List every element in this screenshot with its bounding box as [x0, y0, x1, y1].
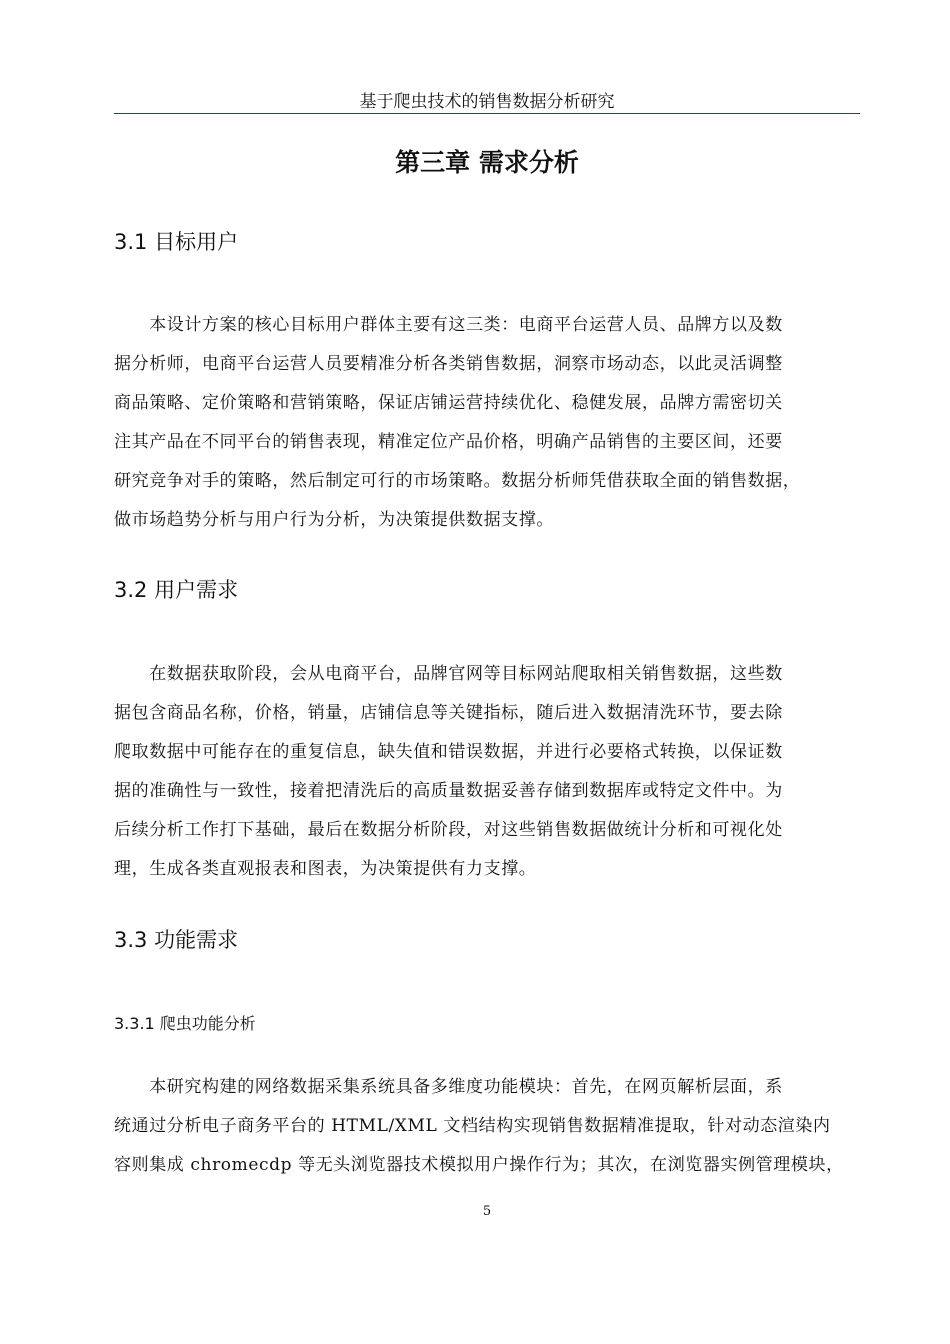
paragraph-3-3-1 [114, 1068, 864, 1185]
paragraph-line: 统通过分析电子商务平台的 HTML/XML 文档结构实现销售数据精准提取，针对动态渲染内 [114, 1116, 831, 1136]
paragraph-3-1 [114, 306, 864, 540]
paragraph-line: 容则集成 chromecdp 等无头浏览器技术模拟用户操作行为；其次，在浏览器实例管理模块， [114, 1155, 844, 1175]
paragraph-line: 爬取数据中可能存在的重复信息，缺失值和错误数据，并进行必要格式转换，以保证数 [114, 742, 783, 762]
paragraph-line: 本设计方案的核心目标用户群体主要有这三类：电商平台运营人员、品牌方以及数 [114, 315, 783, 335]
section-heading-3-1: 3.1 目标用户 [114, 230, 239, 254]
paragraph-line: 本研究构建的网络数据采集系统具备多维度功能模块：首先，在网页解析层面，系 [114, 1077, 783, 1097]
paragraph-line: 据包含商品名称，价格，销量，店铺信息等关键指标，随后进入数据清洗环节，要去除 [114, 703, 783, 723]
section-heading-3-2: 3.2 用户需求 [114, 578, 239, 602]
running-header: 基于爬虫技术的销售数据分析研究 [359, 92, 615, 112]
header-rule [114, 113, 860, 114]
paragraph-line: 做市场趋势分析与用户行为分析，为决策提供数据支撑。 [114, 510, 554, 530]
paragraph-line: 商品策略、定价策略和营销策略，保证店铺运营持续优化、稳健发展，品牌方需密切关 [114, 393, 783, 413]
subsection-heading-3-3-1: 3.3.1 爬虫功能分析 [114, 1014, 256, 1033]
paragraph-line: 在数据获取阶段，会从电商平台，品牌官网等目标网站爬取相关销售数据，这些数 [114, 664, 783, 684]
paragraph-line: 理，生成各类直观报表和图表，为决策提供有力支撑。 [114, 859, 537, 879]
section-heading-3-3: 3.3 功能需求 [114, 928, 239, 952]
page-number: 5 [482, 1204, 492, 1219]
chapter-title: 第三章 需求分析 [395, 148, 579, 177]
paragraph-line: 据的准确性与一致性，接着把清洗后的高质量数据妥善存储到数据库或特定文件中。为 [114, 781, 783, 801]
paragraph-line: 注其产品在不同平台的销售表现，精准定位产品价格，明确产品销售的主要区间，还要 [114, 432, 783, 452]
paragraph-line: 据分析师，电商平台运营人员要精准分析各类销售数据，洞察市场动态，以此灵活调整 [114, 354, 783, 374]
paragraph-3-2 [114, 655, 864, 889]
paragraph-line: 研究竞争对手的策略，然后制定可行的市场策略。数据分析师凭借获取全面的销售数据， [114, 471, 801, 491]
paragraph-line: 后续分析工作打下基础，最后在数据分析阶段，对这些销售数据做统计分析和可视化处 [114, 820, 783, 840]
